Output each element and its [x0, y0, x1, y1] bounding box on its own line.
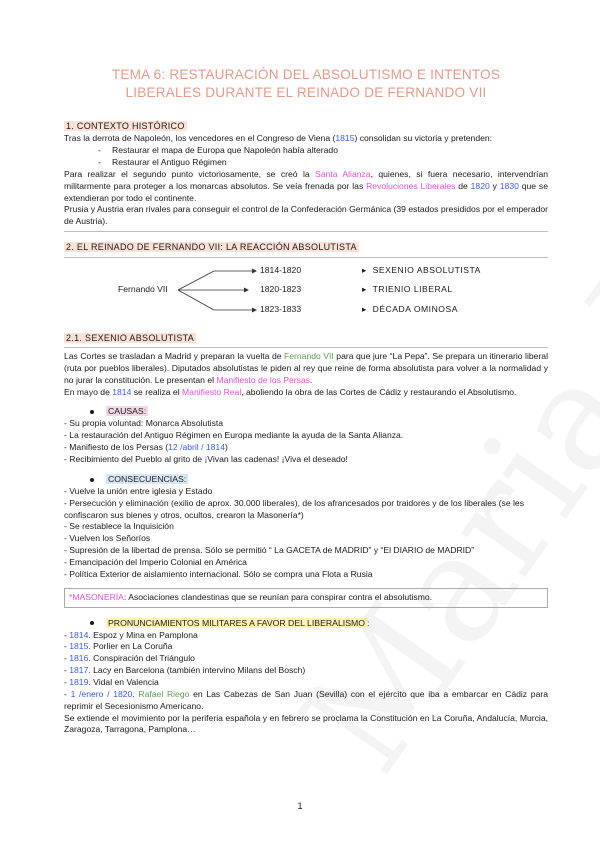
causas-heading: CAUSAS:	[90, 405, 548, 417]
title-line-1: TEMA 6: RESTAURACIÓN DEL ABSOLUTISMO E INTENTOS	[111, 67, 501, 82]
divider	[64, 257, 548, 258]
masoneria-term: *MASONERÍA	[69, 591, 124, 602]
list-item: - Vuelven los Señoríos	[64, 533, 151, 544]
causas-list	[64, 418, 548, 465]
diagram-root-label: Fernando VII	[118, 283, 168, 294]
period-label: 1820-1823	[260, 283, 302, 294]
arrow-icon: ▸	[362, 264, 367, 275]
pronunciamientos-heading: PRONUNCIAMIENTOS MILITARES A FAVOR DEL LIBERALISMO :	[90, 617, 548, 629]
period-name: ▸ SEXENIO ABSOLUTISTA	[362, 264, 481, 275]
bullet-icon	[90, 621, 94, 625]
list-item: - Restaurar el Antiguo Régimen	[98, 157, 548, 169]
divider	[64, 347, 548, 348]
list-item: - 1814. Espoz y Mina en Pamplona	[64, 629, 198, 640]
section-2-1-paragraph-1: Las Cortes se trasladan a Madrid y preparan la vuelta de Fernando VII para que jure “La Pepa”. Se prepara un itinerario liberal (ruta por pueblos liberales). Diputados absolutistas le piden al rey que reine de forma absolutista para volver a la normalidad y no jurar la constitución. Le presentan el Manifiesto de los Persas.	[64, 350, 548, 385]
list-item: - Emancipación del Imperio Colonial en América	[64, 557, 247, 567]
pronunciamientos-list	[64, 630, 548, 713]
bullet-icon	[90, 478, 94, 482]
period-name: ▸ TRIENIO LIBERAL	[362, 283, 453, 294]
period-name: ▸ DÉCADA OMINOSA	[362, 303, 458, 314]
list-item: - Supresión de la libertad de prensa. Sólo se permitió “ La GACETA de MADRID” y “El DIARIO de MADRID”	[64, 545, 475, 556]
page-number: 1	[297, 801, 303, 811]
list-item: - 1817. Lacy en Barcelona (también intervino Milans del Bosch)	[64, 665, 306, 676]
section-2-heading: 2. EL REINADO DE FERNANDO VII: LA REACCIÓN ABSOLUTISTA	[66, 242, 357, 253]
period-label: 1823-1833	[260, 303, 302, 314]
section-1-paragraph-2: Para realizar el segundo punto victoriosamente, se creó la Santa Alianza, quienes, si fuera necesario, intervendrían militarmente para proteger a los monarcas absolutos. Se veía frenada por las Revoluciones Liberales de 1820 y 1830 que se extendieran por todo el continente.	[64, 168, 549, 203]
bullet-icon	[90, 410, 94, 414]
list-item: - Persecución y eliminación (exilio de aprox. 30.000 liberales), de los afrancesados por traidores y de los liberales (se les confiscaron sus bienes y otros, ocultos, crearon la Masonería*)	[64, 497, 524, 520]
list-item: - Su propia voluntad: Monarca Absolutista	[64, 418, 224, 429]
document-content	[64, 66, 548, 736]
page-title	[64, 66, 548, 102]
section-2-1-heading: 2.1. SEXENIO ABSOLUTISTA	[66, 332, 195, 343]
section-2-1-paragraph-2: En mayo de 1814 se realiza el Manifiesto Real, aboliendo la obra de las Cortes de Cádiz y restaurando el Absolutismo.	[64, 386, 517, 397]
list-item: - 1 /enero / 1820. Rafael Riego en Las Cabezas de San Juan (Sevilla) con el ejército que iba a embarcar en Cádiz para reprimir el Secesionismo Americano.	[64, 688, 548, 711]
reign-periods-diagram	[64, 260, 548, 322]
period-label: 1814-1820	[260, 264, 302, 275]
section-1-paragraph-3: Prusia y Austria eran rivales para conseguir el control de la Confederación Germánica (39 estados presididos por el emperador de Austria).	[64, 204, 548, 227]
section-1-intro: Tras la derrota de Napoleón, los vencedores en el Congreso de Viena (1815) consolidan su victoria y pretenden:	[64, 133, 493, 144]
title-line-2: LIBERALES DURANTE EL REINADO DE FERNANDO VII	[125, 84, 487, 100]
section-1-heading: 1. CONTEXTO HISTÓRICO	[66, 120, 185, 131]
masoneria-definition-box: *MASONERÍA: Asociaciones clandestinas que se reunían para conspirar contra el absolutismo.	[64, 588, 548, 608]
arrow-icon: ▸	[362, 303, 367, 314]
list-item: - Recibimiento del Pueblo al grito de ¡Vivan las cadenas! ¡Viva el deseado!	[64, 453, 348, 464]
list-item: - Manifiesto de los Persas (12 /abril / 1814)	[64, 442, 228, 453]
closing-paragraph: Se extiende el movimiento por la periferia española y en febrero se proclama la Constitución en La Coruña, Andalucía, Murcia, Zaragoza, Tarragona, Pamplona…	[64, 712, 548, 735]
arrow-icon: ▸	[362, 283, 367, 294]
list-item: - Vuelve la unión entre iglesia y Estado	[64, 485, 213, 496]
list-item: - Restaurar el mapa de Europa que Napoleón había alterado	[98, 145, 548, 157]
list-item: - Se restablece la Inquisición	[64, 521, 174, 532]
consecuencias-heading: CONSECUENCIAS:	[90, 473, 548, 485]
goals-list	[98, 145, 548, 169]
list-item: - 1815. Porlier en La Coruña	[64, 641, 173, 652]
list-item: - La restauración del Antiguo Régimen en Europa mediante la ayuda de la Santa Alianza.	[64, 430, 404, 441]
list-item: - Política Exterior de aislamiento internacional. Sólo se compra una Flota a Rusia	[64, 568, 373, 579]
list-item: - 1816. Conspiración del Triángulo	[64, 653, 195, 664]
list-item: - 1819. Vidal en Valencia	[64, 677, 159, 688]
consecuencias-list	[64, 486, 548, 581]
